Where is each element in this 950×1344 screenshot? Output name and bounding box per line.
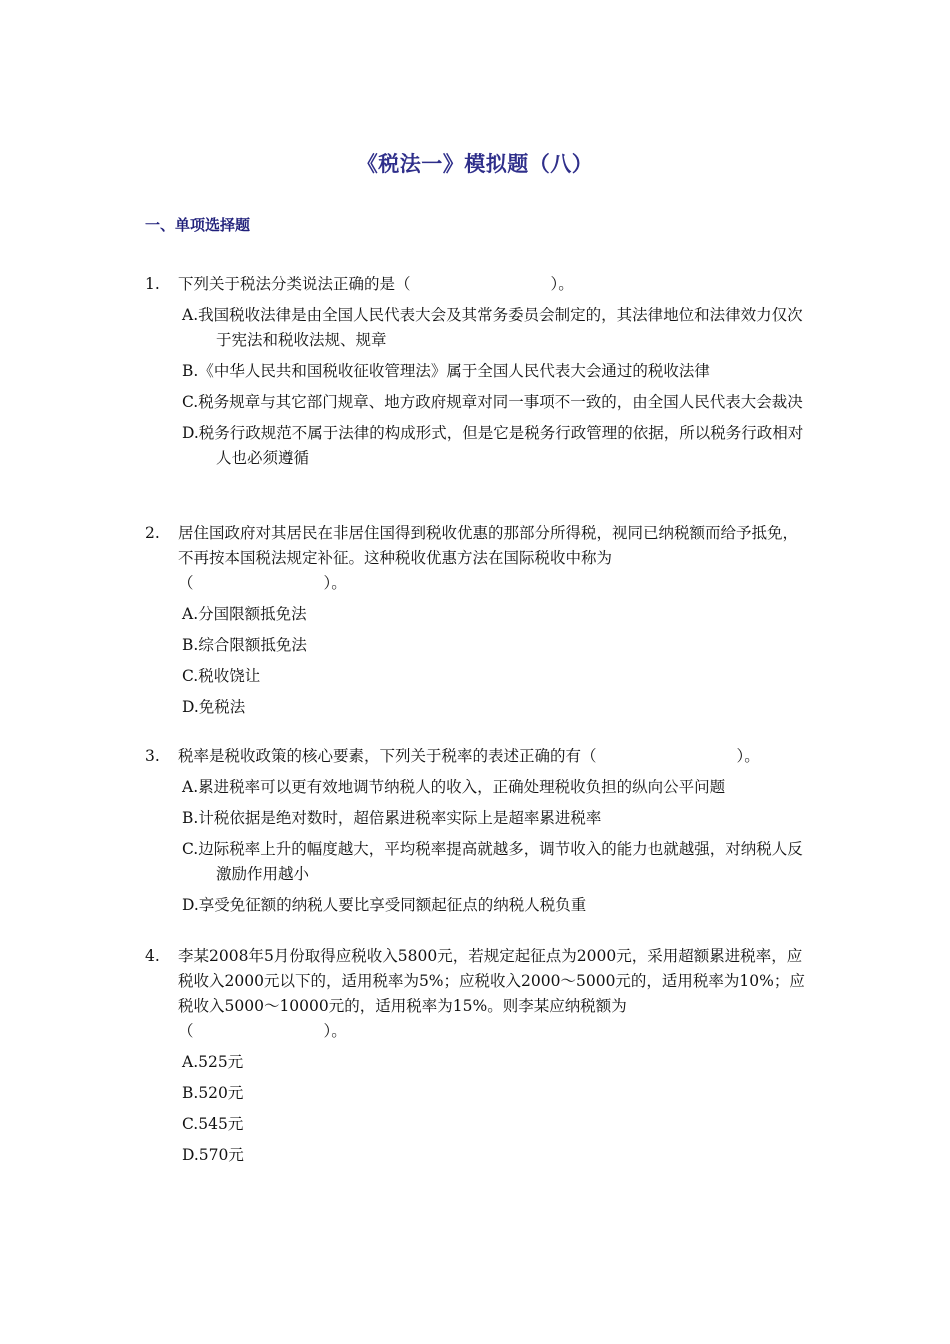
- option-c: C.545元: [182, 1115, 244, 1133]
- question-3: [145, 744, 805, 918]
- option-d: D.享受免征额的纳税人要比享受同额起征点的纳税人税负重: [182, 896, 587, 914]
- question-number: 1.: [145, 275, 160, 293]
- question-2: [145, 521, 805, 720]
- question-stem: 居住国政府对其居民在非居住国得到税收优惠的那部分所得税，视同已纳税额而给予抵免，不再按本国税法规定补征。这种税收优惠方法在国际税收中称为 （ ）。: [178, 524, 799, 592]
- option-b: B.520元: [182, 1084, 244, 1102]
- option-a: A.我国税收法律是由全国人民代表大会及其常务委员会制定的，其法律地位和法律效力仅次于宪法和税收法规、规章: [182, 306, 803, 349]
- question-stem: 下列关于税法分类说法正确的是（ ）。: [178, 275, 574, 293]
- question-1: [145, 272, 805, 471]
- option-c: C.税收饶让: [182, 667, 261, 685]
- question-number: 3.: [145, 747, 160, 765]
- question-number: 2.: [145, 524, 160, 542]
- document-title: 《税法一》模拟题（八）: [356, 152, 594, 176]
- option-d: D.税务行政规范不属于法律的构成形式，但是它是税务行政管理的依据，所以税务行政相对人也必须遵循: [182, 424, 804, 467]
- question-4: [145, 944, 805, 1168]
- option-b: B.计税依据是绝对数时，超倍累进税率实际上是超率累进税率: [182, 809, 602, 827]
- question-number: 4.: [145, 947, 160, 965]
- option-b: B.《中华人民共和国税收征收管理法》属于全国人民代表大会通过的税收法律: [182, 362, 710, 380]
- option-a: A.525元: [182, 1053, 244, 1071]
- option-a: A.分国限额抵免法: [182, 605, 307, 623]
- option-c: C.边际税率上升的幅度越大，平均税率提高就越多，调节收入的能力也就越强，对纳税人反激励作用越小: [182, 840, 803, 883]
- option-d: D.免税法: [182, 698, 246, 716]
- option-a: A.累进税率可以更有效地调节纳税人的收入，正确处理税收负担的纵向公平问题: [182, 778, 726, 796]
- section-heading: 一、单项选择题: [145, 216, 251, 234]
- option-d: D.570元: [182, 1146, 244, 1164]
- option-c: C.税务规章与其它部门规章、地方政府规章对同一事项不一致的，由全国人民代表大会裁决: [182, 393, 803, 411]
- question-stem: 李某2008年5月份取得应税收入5800元，若规定起征点为2000元，采用超额累进税率，应税收入2000元以下的，适用税率为5%；应税收入2000～5000元的，适用税率为10%；应税收入5000～10000元的，适用税率为15%。则李某应纳税额为 （ ）。: [178, 947, 805, 1040]
- question-stem: 税率是税收政策的核心要素，下列关于税率的表述正确的有（ ）。: [178, 747, 760, 765]
- option-b: B.综合限额抵免法: [182, 636, 307, 654]
